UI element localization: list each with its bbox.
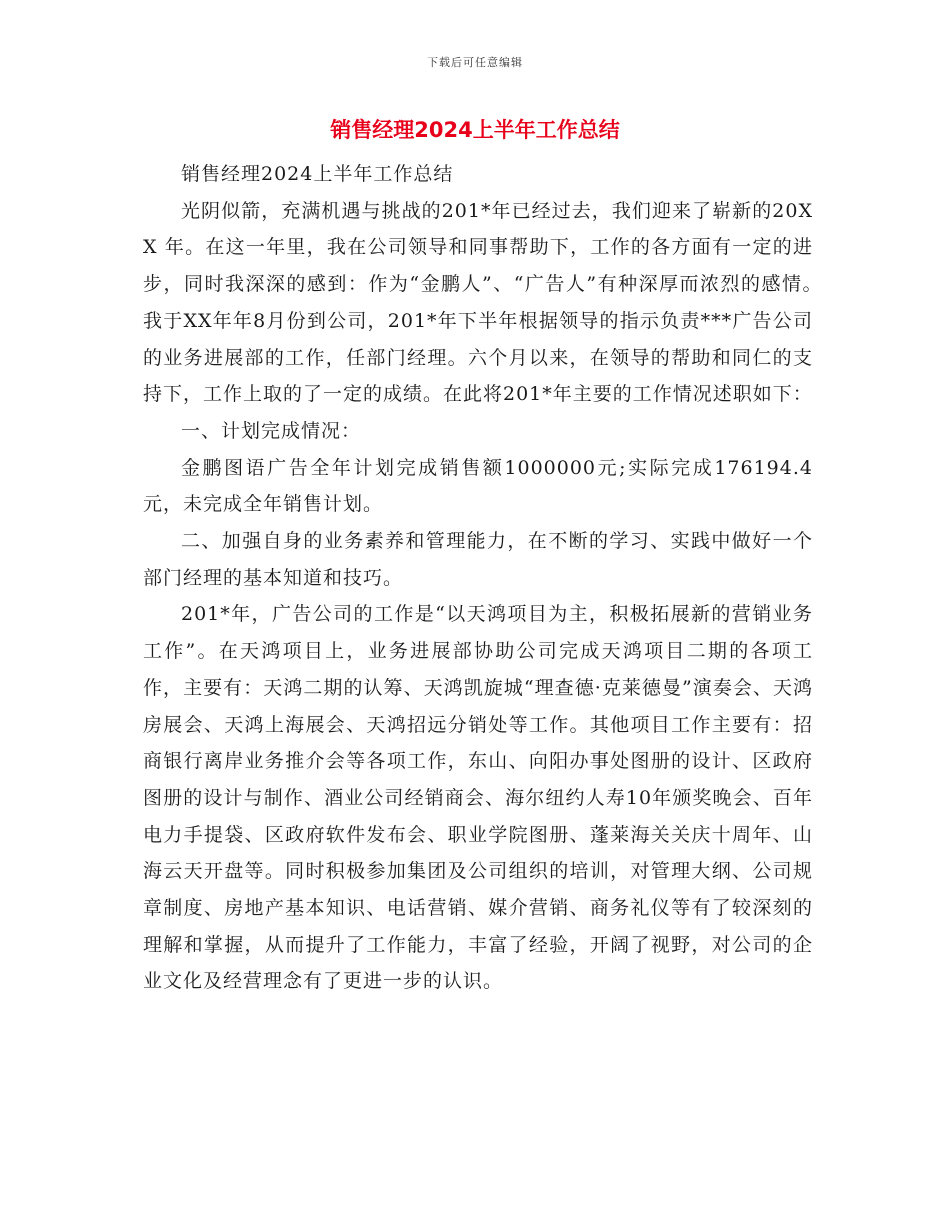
document-body (143, 156, 874, 1000)
paragraph-intro: 光阴似箭，充满机遇与挑战的201*年已经过去，我们迎来了崭新的20XX 年。在这一年里，我在公司领导和同事帮助下，工作的各方面有一定的进步，同时我深深的感到：作为“金鹏人”、“广告人”有种深厚而浓烈的感情。 我于XX年年8月份到公司，201*年下半年根据领导的指示负责***广告公司的业务进展部的工作，任部门经理。六个月以来，在领导的帮助和同仁的支持下，工作上取的了一定的成绩。在此将201*年主要的工作情况述职如下： (143, 199, 874, 406)
header-note: 下载后可任意编辑 (427, 56, 523, 69)
paragraph-projects: 201*年，广告公司的工作是“以天鸿项目为主，积极拓展新的营销业务工作”。在天鸿项目上，业务进展部协助公司完成天鸿项目二期的各项工作，主要有：天鸿二期的认筹、天鸿凯旋城“理查德·克莱德曼”演奏会、天鸿房展会、天鸿上海展会、天鸿招远分销处等工作。其他项目工作主要有：招商银行离岸业务推介会等各项工作，东山、向阳办事处图册的设计、区政府图册的设计与制作、酒业公司经销商会、海尔纽约人寿10年颁奖晚会、百年电力手提袋、区政府软件发布会、职业学院图册、蓬莱海关关庆十周年、山海云天开盘等。同时积极参加集团及公司组织的培训，对管理大纲、公司规章制度、房地产基本知识、电话营销、媒介营销、商务礼仪等有了较深刻的理解和掌握，从而提升了工作能力，丰富了经验，开阔了视野，对公司的企业文化及经营理念有了更进一步的认识。 (143, 603, 813, 993)
section-heading-skills: 二、加强自身的业务素养和管理能力，在不断的学习、实践中做好一个部门经理的基本知道和技巧。 (143, 530, 813, 589)
paragraph-plan: 金鹏图语广告全年计划完成销售额1000000元;实际完成176194.4元，未完成全年销售计划。 (143, 456, 813, 516)
section-heading-plan: 一、计划完成情况： (181, 419, 362, 442)
document-title: 销售经理2024上半年工作总结 (330, 118, 620, 142)
paragraph-subtitle: 销售经理2024上半年工作总结 (181, 163, 454, 185)
